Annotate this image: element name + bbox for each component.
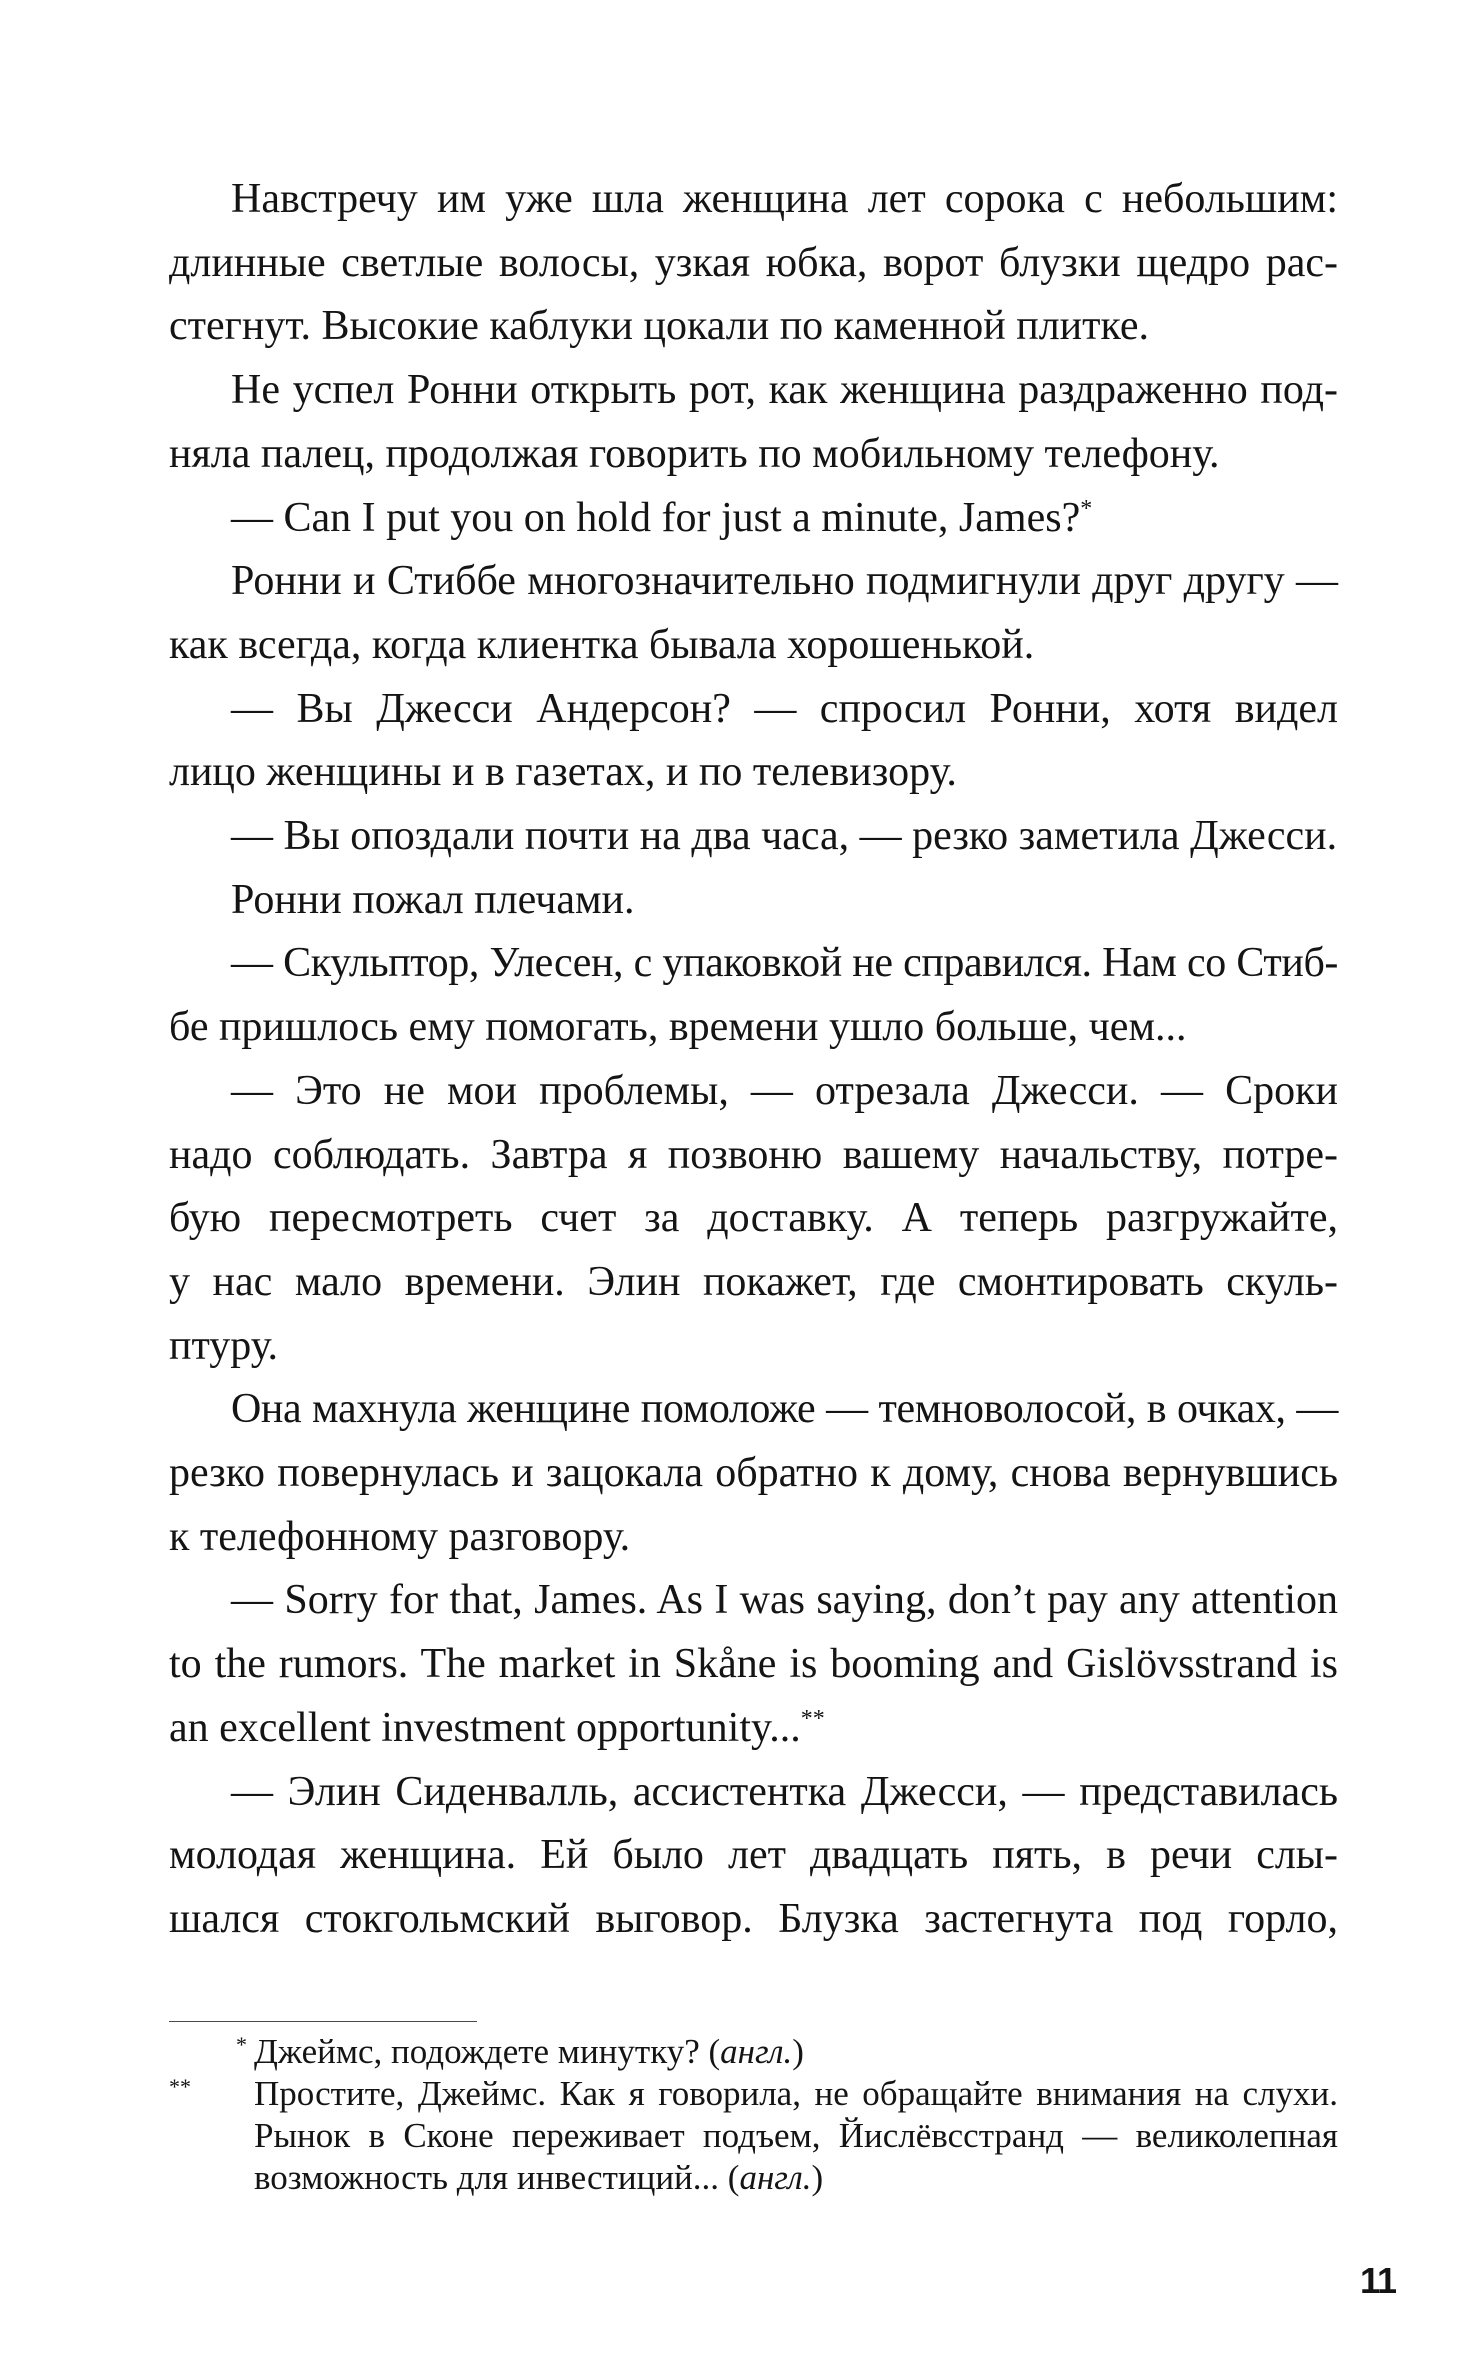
text-line: — Это не мои проблемы, — отрезала Джесси. — Сроки (231, 1067, 1338, 1114)
text-line: молодая женщина. Ей было лет двадцать пять, в речи слы- (169, 1832, 1338, 1879)
text-line: Ронни и Стиббе многозначительно подмигнули друг другу — (231, 558, 1338, 605)
paragraph (169, 487, 1338, 551)
line-text: an excellent investment opportunity... (169, 1704, 801, 1751)
text-line: няла палец, продолжая говорить по мобильному телефону. (169, 430, 1220, 477)
text-line: — Скульптор, Улесен, с упаковкой не справился. Нам со Стиб- (231, 940, 1338, 987)
paragraph (169, 359, 1338, 486)
text-line: птуру. (169, 1322, 279, 1369)
text-line: как всегда, когда клиентка бывала хорошенькой. (169, 621, 1035, 668)
language-note: англ. (739, 2158, 812, 2197)
main-text (169, 168, 1338, 1952)
footnote-line (169, 2115, 1338, 2157)
footnote-text: ) (811, 2158, 824, 2197)
text-line (169, 487, 1338, 551)
text-line: — Элин Сиденвалль, ассистентка Джесси, — представилась (231, 1768, 1338, 1815)
text-line: к телефонному разговору. (169, 1513, 631, 1560)
footnote-marker: * (236, 2032, 247, 2057)
text-line: Ронни пожал плечами. (231, 876, 635, 923)
text-line: резко повернулась и зацокала обратно к дому, снова вернувшись (169, 1450, 1338, 1497)
footnotes (169, 2031, 1338, 2199)
footnote-text: ) (792, 2032, 804, 2071)
footnote-ref: ** (800, 1705, 825, 1732)
text-line: длинные светлые волосы, узкая юбка, ворот блузки щедро рас- (169, 239, 1338, 286)
footnote-line (169, 2031, 1338, 2073)
footnote-marker: ** (169, 2074, 191, 2099)
page-number: 11 (1359, 2260, 1396, 2301)
text-line: Она махнула женщине помоложе — темноволосой, в очках, — (231, 1386, 1338, 1433)
paragraph (169, 1761, 1338, 1952)
footnote-text: Рынок в Сконе переживает подъем, Йислёвсстранд — великолепная (254, 2116, 1338, 2155)
text-line: Не успел Ронни открыть рот, как женщина раздраженно под- (231, 367, 1338, 414)
paragraph (169, 869, 1338, 933)
text-line: — Sorry for that, James. As I was saying, don’t pay any attention (231, 1577, 1338, 1624)
footnote-text: Джеймс, подождете минутку? ( (254, 2032, 721, 2071)
text-line: Навстречу им уже шла женщина лет сорока с небольшим: (231, 176, 1338, 222)
paragraph (169, 1060, 1338, 1379)
paragraph (169, 1378, 1338, 1569)
text-line: to the rumors. The market in Skåne is booming and Gislövsstrand is (169, 1641, 1338, 1688)
paragraph (169, 168, 1338, 359)
text-line: надо соблюдать. Завтра я позвоню вашему начальству, потре- (169, 1131, 1338, 1178)
text-line: — Вы опоздали почти на два часа, — резко заметила Джесси. (231, 813, 1338, 860)
footnote-line (169, 2073, 1338, 2115)
paragraph (169, 678, 1338, 805)
footnote-text: возможность для инвестиций... ( (254, 2158, 740, 2197)
footnote (169, 2031, 1338, 2073)
footnote-text: Простите, Джеймс. Как я говорила, не обращайте внимания на слухи. (254, 2074, 1338, 2113)
text-line: лицо женщины и в газетах, и по телевизору. (169, 749, 957, 796)
paragraph (169, 932, 1338, 1059)
language-note: англ. (720, 2032, 793, 2071)
line-text: — Can I put you on hold for just a minute, James? (231, 494, 1081, 541)
text-line: бую пересмотреть счет за доставку. А теперь разгружайте, (169, 1195, 1338, 1242)
footnote-line (169, 2157, 1338, 2199)
footnote (169, 2073, 1338, 2199)
text-line: шался стокгольмский выговор. Блузка застегнута под горло, (169, 1895, 1338, 1942)
text-line: — Вы Джесси Андерсон? — спросил Ронни, хотя видел (231, 685, 1338, 732)
text-line: у нас мало времени. Элин покажет, где смонтировать скуль- (169, 1258, 1338, 1305)
paragraph (169, 1569, 1338, 1760)
footnote-ref: * (1080, 495, 1093, 522)
paragraph (169, 550, 1338, 677)
text-line: бе пришлось ему помогать, времени ушло больше, чем... (169, 1004, 1187, 1051)
text-line (169, 1697, 1338, 1761)
paragraph (169, 805, 1338, 869)
footnote-separator (169, 2021, 477, 2022)
text-line: стегнут. Высокие каблуки цокали по каменной плитке. (169, 303, 1150, 350)
